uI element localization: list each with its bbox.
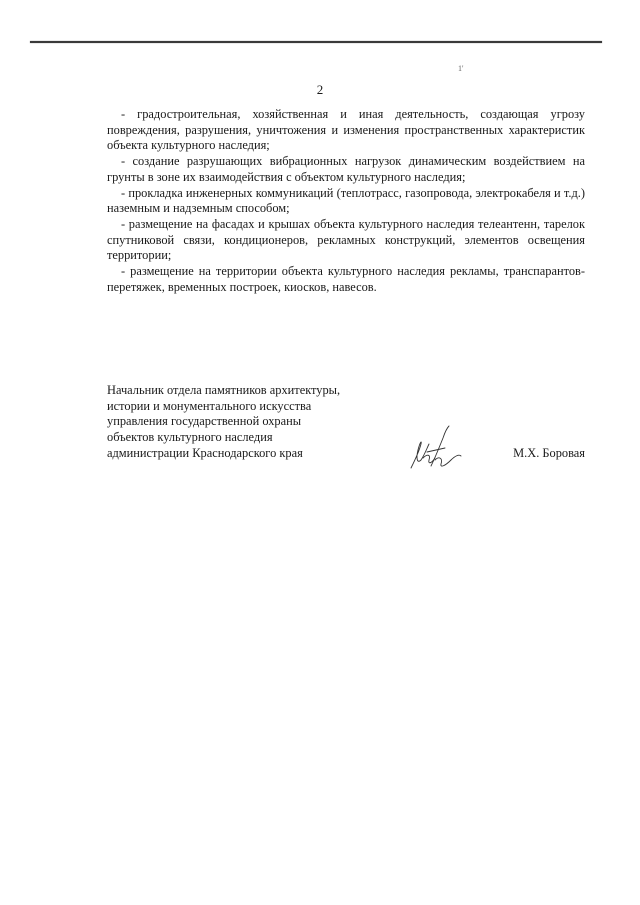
list-item: - размещение на фасадах и крышах объекта культурного наследия телеантенн, тарелок спутниковой связи, кондиционеров, рекламных конструкций, элементов освещения территории; (107, 216, 585, 263)
signer-title-line: администрации Краснодарского края (107, 445, 303, 460)
signature-block (107, 383, 585, 473)
signer-title-line: истории и монументального искусства (107, 398, 312, 413)
signer-name: М.Х. Боровая (513, 446, 585, 460)
page-number: 2 (316, 82, 324, 97)
signer-title-line: Начальник отдела памятников архитектуры, (107, 383, 341, 397)
list-item: - градостроительная, хозяйственная и иная деятельность, создающая угрозу повреждения, разрушения, уничтожения и изменения пространственных характеристик объекта культурного наследия; (107, 107, 585, 153)
list-item: - создание разрушающих вибрационных нагрузок динамическим воздействием на грунты в зоне их взаимодействия с объектом культурного наследия; (107, 154, 585, 184)
signer-title-line: объектов культурного наследия (107, 430, 273, 445)
handwritten-signature (405, 424, 465, 474)
scan-mark: 1' (458, 64, 464, 73)
signer-title-line: управления государственной охраны (107, 414, 302, 429)
restrictions-list (107, 107, 585, 295)
list-item: - прокладка инженерных коммуникаций (теплотрасс, газопровода, электрокабеля и т.д.) наземным и надземным способом; (107, 185, 585, 216)
list-item: - размещение на территории объекта культурного наследия рекламы, транспарантов-перетяжек, временных построек, киосков, навесов. (107, 264, 585, 294)
top-border-line (30, 41, 602, 43)
